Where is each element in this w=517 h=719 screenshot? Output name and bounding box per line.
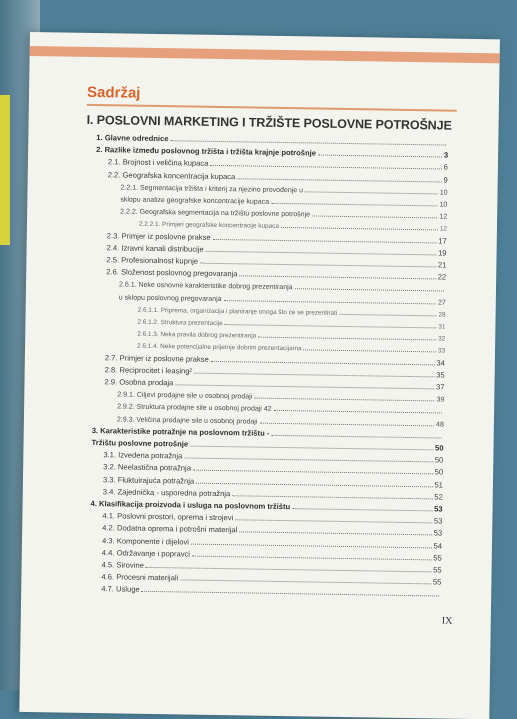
toc-entry-title: 2.6.1.3. Neka pravila dobrog prezentiranja bbox=[137, 330, 257, 340]
toc-entry-page: 50 bbox=[434, 455, 444, 465]
toc-entry-title: 2.5. Profesionalnost kupnje bbox=[106, 255, 199, 266]
toc-entry-page: 51 bbox=[434, 480, 444, 490]
toc-entry-title: 2.9.2. Struktura prodajne sile u osobnoj prodaji 42 bbox=[117, 403, 272, 414]
dot-leader bbox=[281, 219, 438, 230]
toc-entry-page: 50 bbox=[434, 443, 444, 453]
toc-entry-page: 50 bbox=[434, 467, 444, 477]
toc-entry-title: 4.4. Održavanje i popravci bbox=[101, 547, 191, 559]
toc-entry-page: 55 bbox=[433, 553, 442, 563]
dot-leader bbox=[295, 281, 445, 292]
toc-entry-title: 3.3. Fluktuirajuća potražnja bbox=[102, 474, 195, 486]
toc-entry-title: 2.2.1. Segmentacija tržišta i kriterij za njezino provođenje u bbox=[120, 184, 304, 195]
dot-leader bbox=[170, 132, 446, 145]
dot-leader bbox=[304, 342, 437, 353]
toc-entry-title: 2.2.2.1. Primjeri geografske koncentracije kupaca bbox=[138, 221, 279, 231]
toc-entry-page: 12 bbox=[439, 225, 448, 233]
page-number: IX bbox=[441, 615, 453, 627]
toc-entry-title: 2.6.1.1. Priprema, organizacija i planiranje onoga što će se prezentirati bbox=[137, 306, 338, 317]
toc-entry-page: 48 bbox=[436, 421, 444, 429]
toc-entry-title: 2.7. Primjer iz poslovne prakse bbox=[104, 352, 209, 364]
toc-entry-title: u sklopu poslovnog pregovaranja bbox=[118, 294, 222, 303]
toc-entry-page: 39 bbox=[436, 396, 445, 404]
toc-entry-title: 4. Klasifikacija proizvoda i usluga na poslovnom tržištu bbox=[90, 499, 291, 512]
toc-entry-page: 52 bbox=[434, 492, 443, 502]
yellow-book-edge bbox=[0, 95, 10, 245]
toc-entry-title: 4.7. Usluge bbox=[101, 584, 140, 595]
toc-entry-page: 10 bbox=[439, 189, 448, 197]
dot-leader bbox=[232, 487, 432, 499]
dot-leader bbox=[258, 329, 436, 341]
toc-entry-title: 2.8. Reciprocitet i leasing² bbox=[104, 365, 193, 376]
dot-leader bbox=[235, 511, 432, 523]
title-rule bbox=[87, 104, 457, 112]
toc-entry-page: 28 bbox=[438, 311, 446, 319]
toc-entry-page: 6 bbox=[443, 162, 448, 172]
dot-leader bbox=[225, 316, 437, 328]
toc-entry-title: 2.2.2. Geografska segmentacija na tržištu poslovne potrošnje bbox=[120, 208, 311, 219]
toc-entry-title: 4.6. Procesni materijali bbox=[101, 572, 179, 583]
toc-entry-page: 34 bbox=[436, 358, 445, 368]
toc-entry-page: 10 bbox=[439, 201, 448, 209]
toc-entry-page: 27 bbox=[437, 299, 446, 307]
toc-entry-title: 3.4. Zajednička - usporedna potražnja bbox=[102, 486, 231, 498]
toc-entry-page: 31 bbox=[438, 323, 446, 331]
toc-entry-title: 2.9. Osobna prodaja bbox=[104, 377, 174, 388]
toc-entry-title: 2.6.1. Neke osnovne karakteristike dobrog prezentiranja bbox=[118, 281, 293, 292]
toc-entry-page: 54 bbox=[433, 540, 443, 551]
toc-entry-title: 3.1. Izvedena potražnja bbox=[103, 450, 183, 461]
dot-leader bbox=[312, 208, 437, 219]
toc-entry-title: 3. Karakteristike potražnje na poslovnom tržištu - bbox=[91, 425, 270, 438]
toc-entry-page: 55 bbox=[433, 565, 442, 575]
toc-entry-title: 4.1. Poslovni prostori, oprema i strojevi bbox=[102, 511, 234, 523]
toc-entry-page: 32 bbox=[438, 335, 446, 343]
dot-leader bbox=[224, 292, 437, 304]
toc-entry-page: 3 bbox=[443, 150, 449, 160]
toc-entry-title: 2.1. Brojnost i veličina kupaca bbox=[107, 157, 209, 169]
dot-leader bbox=[239, 524, 432, 536]
toc-entry-title: 2.6.1.2. Struktura prezentacije bbox=[137, 318, 223, 328]
dot-leader bbox=[339, 306, 436, 317]
toc-entry-page: 17 bbox=[438, 236, 447, 246]
toc-entry-title: 2.3. Primjer iz poslovne prakse bbox=[106, 230, 211, 242]
dot-leader bbox=[318, 147, 442, 158]
dot-leader bbox=[239, 268, 435, 280]
toc-entry-title: Tržištu poslovne potrošnje bbox=[91, 438, 189, 449]
toc-entry-page: 33 bbox=[437, 347, 446, 355]
dot-leader bbox=[271, 195, 438, 207]
toc-entry-title: 1. Glavne odrednice bbox=[96, 133, 169, 144]
toc-entry-page: 22 bbox=[437, 272, 447, 282]
section-title: I. POSLOVNI MARKETING I TRŽIŠTE POSLOVNE POTROŠNJE bbox=[86, 112, 452, 133]
toc-entry-page: 53 bbox=[434, 504, 443, 514]
dot-leader bbox=[274, 402, 443, 414]
toc-entry-title: 2. Razlike između poslovnog tržišta i tržišta krajnje potrošnje bbox=[96, 145, 317, 158]
toc-entry-page: 37 bbox=[435, 382, 445, 392]
dot-leader bbox=[271, 427, 441, 439]
toc-entry-page: 12 bbox=[439, 213, 448, 221]
toc-entry-page: 53 bbox=[433, 528, 443, 538]
toc-entry-title: 2.6.1.4. Neke potencijalne prijetnje dobrim prezentacijama bbox=[137, 343, 302, 353]
toc-entry-page: 21 bbox=[437, 260, 447, 270]
toc-entry-title: 2.2. Geografska koncentracija kupaca bbox=[107, 169, 236, 181]
dot-leader bbox=[305, 183, 438, 194]
toc-entry-page: 55 bbox=[432, 577, 442, 587]
dot-leader bbox=[292, 500, 432, 511]
book-page bbox=[19, 32, 500, 719]
toc-entry-title: 2.6. Složenost poslovnog pregovaranja bbox=[106, 267, 238, 279]
dot-leader bbox=[259, 414, 434, 426]
toc-entry-title: 4.3. Komponente i dijelovi bbox=[101, 535, 190, 547]
toc-entry-page: 9 bbox=[443, 175, 448, 185]
toc-entry-title: 4.5. Sirovine bbox=[101, 560, 144, 570]
toc-entry-page: 35 bbox=[436, 370, 445, 380]
toc-entry-title: 4.2. Dodatna oprema i potrošni materijal bbox=[102, 523, 238, 535]
dot-leader bbox=[254, 390, 434, 402]
header-band bbox=[30, 46, 500, 63]
toc-entry-title: 2.4. Izravni kanali distribucije bbox=[106, 243, 204, 254]
toc-entry-title: 2.9.3. Veličina prodajne sile u osobnoj prodaji bbox=[116, 416, 258, 426]
dot-leader bbox=[237, 170, 441, 182]
toc-entry-page: 19 bbox=[438, 248, 447, 258]
toc-entry-page: 53 bbox=[433, 516, 443, 526]
toc-entry-title: sklopu analize geografske koncentracije kupaca bbox=[120, 196, 270, 206]
page-title: Sadržaj bbox=[86, 83, 141, 102]
toc-entry-title: 2.9.1. Ciljevi prodajne sile u osobnoj prodaji bbox=[117, 391, 253, 401]
toc-entry-title: 3.2. Neelastična potražnja bbox=[103, 462, 192, 473]
